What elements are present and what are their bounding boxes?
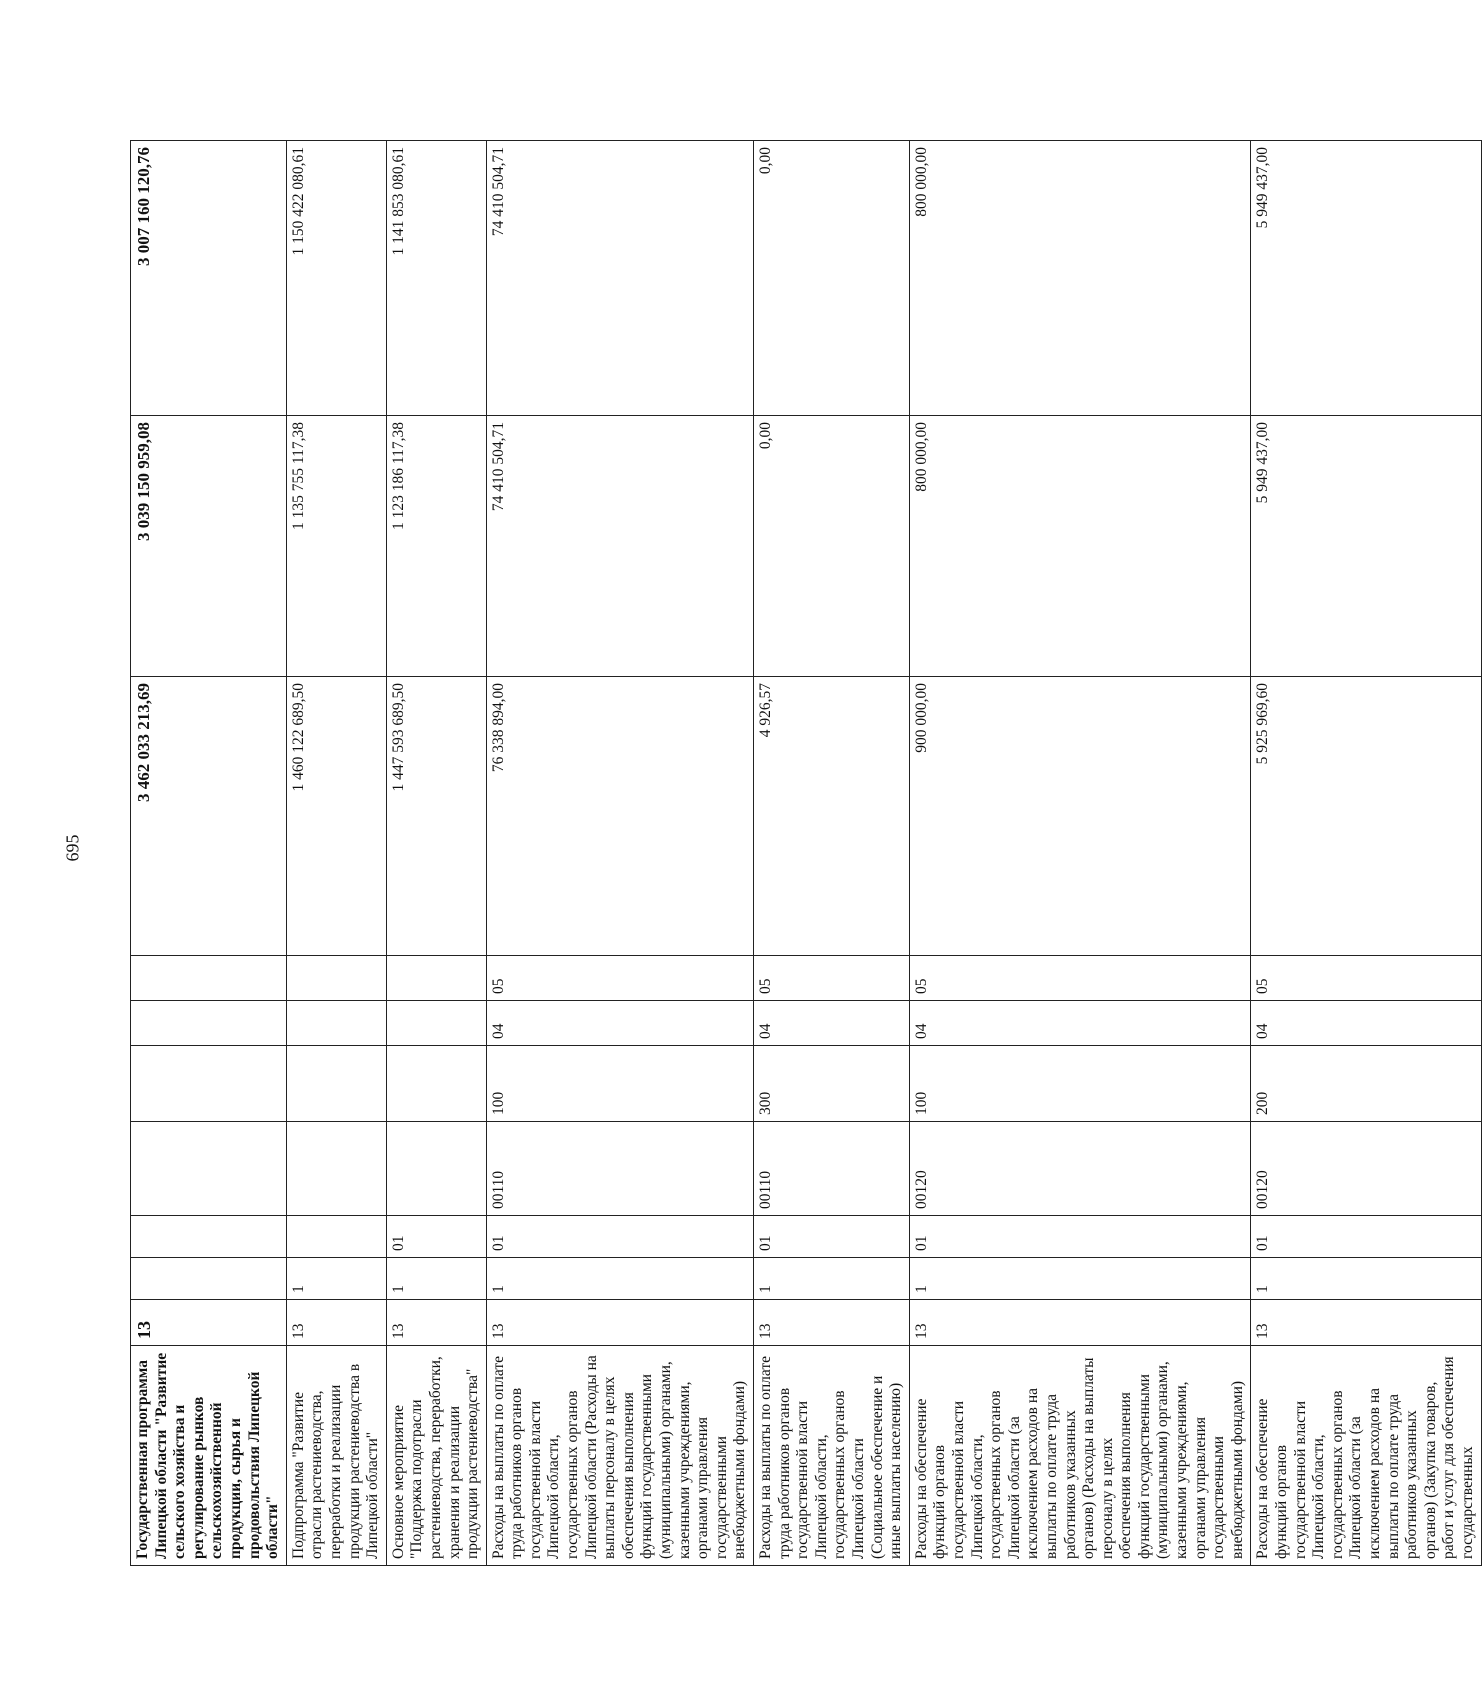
code-program: 13 — [1251, 1300, 1481, 1346]
code-subsection: 05 — [1251, 956, 1481, 1001]
row-name: Государственная программа Липецкой области "Развитие сельского хозяйства и регулирование рынков сельскохозяйственной продукции, сырья и продовольствия Липецкой области" — [131, 1346, 287, 1566]
code-expense-type: 100 — [909, 1046, 1251, 1122]
code-program: 13 — [286, 1300, 386, 1346]
code-direction — [131, 1122, 287, 1216]
row-name: Подпрограмма "Развитие отрасли растениеводства, переработки и реализации продукции растениеводства в Липецкой области" — [286, 1346, 386, 1566]
code-event: 01 — [754, 1216, 910, 1258]
amount-year-1: 1 447 593 689,50 — [386, 677, 486, 956]
budget-table — [130, 140, 1482, 1566]
table-row — [909, 141, 1251, 1566]
amount-year-2: 1 123 186 117,38 — [386, 416, 486, 677]
amount-year-3: 0,00 — [754, 141, 910, 416]
amount-year-1: 1 460 122 689,50 — [286, 677, 386, 956]
amount-year-1: 5 925 969,60 — [1251, 677, 1481, 956]
code-program: 13 — [486, 1300, 753, 1346]
code-direction: 00120 — [909, 1122, 1251, 1216]
table-row — [386, 141, 486, 1566]
code-subprogram — [131, 1258, 287, 1300]
code-event: 01 — [909, 1216, 1251, 1258]
amount-year-2: 1 135 755 117,38 — [286, 416, 386, 677]
code-expense-type — [131, 1046, 287, 1122]
row-name: Расходы на обеспечение функций органов государственной власти Липецкой области, государственных органов Липецкой области (за исключением расходов на выплаты по оплате труда работников указанных органов) (Расходы на выплаты персоналу в целях обеспечения выполнения функций государственными (муниципальными) органами, казенными учреждениями, органами управления государственными внебюджетными фондами) — [909, 1346, 1251, 1566]
code-expense-type — [386, 1046, 486, 1122]
table-row — [1251, 141, 1481, 1566]
code-expense-type: 100 — [486, 1046, 753, 1122]
row-name: Расходы на обеспечение функций органов государственной власти Липецкой области, государственных органов Липецкой области (за исключением расходов на выплаты по оплате труда работников указанных органов) (Закупка товаров, работ и услуг для обеспечения государственных — [1251, 1346, 1481, 1566]
code-program: 13 — [386, 1300, 486, 1346]
amount-year-2: 0,00 — [754, 416, 910, 677]
code-subsection: 05 — [909, 956, 1251, 1001]
code-event — [286, 1216, 386, 1258]
amount-year-3: 1 150 422 080,61 — [286, 141, 386, 416]
amount-year-1: 76 338 894,00 — [486, 677, 753, 956]
amount-year-3: 74 410 504,71 — [486, 141, 753, 416]
row-name: Расходы на выплаты по оплате труда работников органов государственной власти Липецкой области, государственных органов Липецкой области (Расходы на выплаты персоналу в целях обеспечения выполнения функций государственными (муниципальными) органами, казенными учреждениями, органами управления государственными внебюджетными фондами) — [486, 1346, 753, 1566]
code-direction: 00110 — [754, 1122, 910, 1216]
row-name: Основное мероприятие "Поддержка подотрасли растениеводства, переработки, хранения и реализации продукции растениеводства" — [386, 1346, 486, 1566]
code-event: 01 — [486, 1216, 753, 1258]
code-direction — [286, 1122, 386, 1216]
table-row — [486, 141, 753, 1566]
code-expense-type: 200 — [1251, 1046, 1481, 1122]
code-direction — [386, 1122, 486, 1216]
code-section: 04 — [754, 1001, 910, 1046]
code-subprogram: 1 — [1251, 1258, 1481, 1300]
code-section: 04 — [1251, 1001, 1481, 1046]
code-program: 13 — [909, 1300, 1251, 1346]
code-section — [386, 1001, 486, 1046]
rotated-page — [0, 110, 1476, 1697]
code-subprogram: 1 — [909, 1258, 1251, 1300]
code-event: 01 — [1251, 1216, 1481, 1258]
code-section — [131, 1001, 287, 1046]
amount-year-3: 5 949 437,00 — [1251, 141, 1481, 416]
code-section — [286, 1001, 386, 1046]
code-event: 01 — [386, 1216, 486, 1258]
code-program: 13 — [131, 1300, 287, 1346]
code-subsection: 05 — [754, 956, 910, 1001]
code-subsection: 05 — [486, 956, 753, 1001]
amount-year-3: 3 007 160 120,76 — [131, 141, 287, 416]
amount-year-1: 900 000,00 — [909, 677, 1251, 956]
table-row — [131, 141, 287, 1566]
code-subsection — [386, 956, 486, 1001]
code-subprogram: 1 — [486, 1258, 753, 1300]
code-subprogram: 1 — [386, 1258, 486, 1300]
amount-year-2: 800 000,00 — [909, 416, 1251, 677]
code-subsection — [286, 956, 386, 1001]
page-number: 695 — [62, 834, 83, 862]
code-direction: 00110 — [486, 1122, 753, 1216]
code-program: 13 — [754, 1300, 910, 1346]
table-row — [754, 141, 910, 1566]
table-row — [286, 141, 386, 1566]
code-expense-type — [286, 1046, 386, 1122]
code-event — [131, 1216, 287, 1258]
amount-year-1: 3 462 033 213,69 — [131, 677, 287, 956]
code-subprogram: 1 — [754, 1258, 910, 1300]
row-name: Расходы на выплаты по оплате труда работников органов государственной власти Липецкой области, государственных органов Липецкой области (Социальное обеспечение и иные выплаты населению) — [754, 1346, 910, 1566]
amount-year-2: 5 949 437,00 — [1251, 416, 1481, 677]
code-direction: 00120 — [1251, 1122, 1481, 1216]
code-expense-type: 300 — [754, 1046, 910, 1122]
code-section: 04 — [486, 1001, 753, 1046]
amount-year-3: 800 000,00 — [909, 141, 1251, 416]
code-subprogram: 1 — [286, 1258, 386, 1300]
amount-year-2: 3 039 150 959,08 — [131, 416, 287, 677]
amount-year-1: 4 926,57 — [754, 677, 910, 956]
amount-year-2: 74 410 504,71 — [486, 416, 753, 677]
code-section: 04 — [909, 1001, 1251, 1046]
code-subsection — [131, 956, 287, 1001]
amount-year-3: 1 141 853 080,61 — [386, 141, 486, 416]
